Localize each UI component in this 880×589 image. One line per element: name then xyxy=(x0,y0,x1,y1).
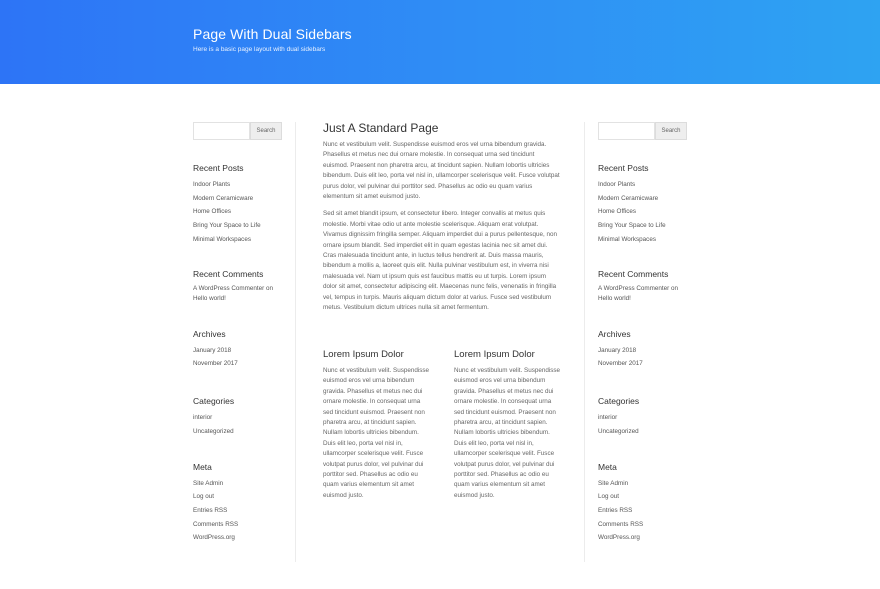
sidebar-divider xyxy=(584,122,585,562)
archives-widget xyxy=(193,329,289,371)
text-column xyxy=(454,349,562,501)
category-link[interactable]: interior xyxy=(598,414,618,422)
page-title: Page With Dual Sidebars xyxy=(193,26,352,42)
column-text: Nunc et vestibulum velit. Suspendisse euismod eros vel urna bibendum gravida. Phasellus et metus nec dui ornare molestie. In consequat urna sed tincidunt euismod. Praesent non pharetra arcu, at tincidunt sapien. Nullam lobortis ultricies bibendum. Duis elit leo, porta vel nisl in, ullamcorper scelerisque velit. Fusce volutpat purus dolor, vel pulvinar dui porttitor sed. Phasellus ac odio eu quam varius elementum sit amet euismod justo. xyxy=(454,367,561,499)
recent-comments-widget xyxy=(193,269,289,305)
recent-post-link[interactable]: Minimal Workspaces xyxy=(598,235,656,243)
archive-link[interactable]: January 2018 xyxy=(598,346,637,354)
recent-post-link[interactable]: Home Offices xyxy=(598,208,637,216)
categories-widget xyxy=(598,396,694,438)
meta-link[interactable]: Site Admin xyxy=(193,479,224,487)
right-sidebar xyxy=(598,122,694,545)
meta-link[interactable]: WordPress.org xyxy=(193,534,235,542)
archive-link[interactable]: November 2017 xyxy=(598,360,643,368)
meta-link[interactable]: WordPress.org xyxy=(598,534,640,542)
widget-title: Meta xyxy=(193,461,212,472)
page-header xyxy=(0,0,880,84)
search-button[interactable]: Search xyxy=(250,122,282,140)
text-column xyxy=(323,349,431,501)
meta-link[interactable]: Log out xyxy=(598,493,620,501)
recent-posts-widget xyxy=(598,163,694,247)
archive-link[interactable]: January 2018 xyxy=(193,346,232,354)
recent-post-link[interactable]: Indoor Plants xyxy=(193,181,231,188)
search-input[interactable] xyxy=(193,122,250,140)
widget-title: Archives xyxy=(598,328,631,339)
content-title: Just A Standard Page xyxy=(323,121,439,135)
meta-link[interactable]: Entries RSS xyxy=(598,506,633,514)
meta-widget xyxy=(193,462,289,546)
recent-comment-link[interactable]: A WordPress Commenter on Hello world! xyxy=(598,284,679,303)
widget-title: Recent Comments xyxy=(598,268,669,279)
recent-post-link[interactable]: Minimal Workspaces xyxy=(193,235,251,243)
archives-widget xyxy=(598,329,694,371)
column-title: Lorem Ipsum Dolor xyxy=(323,349,404,360)
category-link[interactable]: Uncategorized xyxy=(193,427,234,435)
left-sidebar xyxy=(193,122,289,545)
archive-link[interactable]: November 2017 xyxy=(193,360,238,368)
sidebar-divider xyxy=(295,122,296,562)
categories-widget xyxy=(193,396,289,438)
content-paragraph: Nunc et vestibulum velit. Suspendisse euismod eros vel urna bibendum gravida. Phasellus et metus nec dui ornare molestie. In consequat urna sed tincidunt euismod. Praesent non pharetra arcu, at tincidunt sapien. Nullam lobortis ultricies bibendum. Duis elit leo, porta vel nisl in, ullamcorper scelerisque velit. Fusce volutpat purus dolor, vel pulvinar dui porttitor sed. Phasellus ac odio eu quam varius elementum sit amet euismod justo. xyxy=(323,141,560,201)
main-content xyxy=(323,121,561,321)
search-button[interactable]: Search xyxy=(655,122,687,140)
widget-title: Categories xyxy=(193,396,235,407)
recent-post-link[interactable]: Bring Your Space to Life xyxy=(193,222,261,230)
category-link[interactable]: interior xyxy=(193,414,213,422)
meta-widget xyxy=(598,462,694,546)
recent-post-link[interactable]: Indoor Plants xyxy=(598,181,636,188)
column-text: Nunc et vestibulum velit. Suspendisse euismod eros vel urna bibendum gravida. Phasellus et metus nec dui ornare molestie. In consequat urna sed tincidunt euismod. Praesent non pharetra arcu, at tincidunt sapien. Nullam lobortis ultricies bibendum. Duis elit leo, porta vel nisl in, ullamcorper scelerisque velit. Fusce volutpat purus dolor, vel pulvinar dui porttitor sed. Phasellus ac odio eu quam varius elementum sit amet euismod justo. xyxy=(323,367,430,499)
search-input[interactable] xyxy=(598,122,655,140)
widget-title: Recent Posts xyxy=(598,163,649,173)
recent-posts-widget xyxy=(193,163,289,247)
meta-link[interactable]: Comments RSS xyxy=(598,520,644,528)
widget-title: Archives xyxy=(193,328,226,339)
widget-title: Recent Comments xyxy=(193,268,264,279)
widget-title: Categories xyxy=(598,396,640,407)
meta-link[interactable]: Log out xyxy=(193,493,215,501)
search-form xyxy=(193,122,289,140)
meta-link[interactable]: Comments RSS xyxy=(193,520,239,528)
recent-post-link[interactable]: Home Offices xyxy=(193,208,232,216)
column-title: Lorem Ipsum Dolor xyxy=(454,349,535,360)
recent-post-link[interactable]: Bring Your Space to Life xyxy=(598,222,666,230)
recent-post-link[interactable]: Modern Ceramicware xyxy=(598,194,659,202)
meta-link[interactable]: Entries RSS xyxy=(193,506,228,514)
content-paragraph: Sed sit amet blandit ipsum, et consectetur libero. Integer convallis at metus quis molestie. Morbi vitae odio ut ante molestie scelerisque. Aliquam erat volutpat. Vivamus dignissim fringilla semper. Aliquam imperdiet dui a purus pellentesque, non ornare ipsum blandit. Sed imperdiet elit in quam egestas lacinia nec sit amet dui. Cras malesuada tincidunt ante, in luctus tellus hendrerit at. Duis massa mauris, bibendum a mollis a, laoreet quis elit. Nulla pulvinar vestibulum est, in viverra nisi malesuada vel. Nam ut ipsum quis est faucibus mattis eu ut turpis. Lorem ipsum dolor sit amet, consectetur adipiscing elit. Maecenas nunc felis, venenatis in fringilla vel, tempus in turpis. Mauris aliquam dictum dolor at varius. Fusce sed vestibulum metus. Vestibulum dictum ultrices nulla sit amet fermentum. xyxy=(323,210,558,312)
widget-title: Meta xyxy=(598,461,617,472)
meta-link[interactable]: Site Admin xyxy=(598,479,629,487)
search-form xyxy=(598,122,694,140)
recent-comments-widget xyxy=(598,269,694,305)
page-subtitle: Here is a basic page layout with dual sidebars xyxy=(193,46,326,53)
recent-comment-link[interactable]: A WordPress Commenter on Hello world! xyxy=(193,284,274,303)
recent-post-link[interactable]: Modern Ceramicware xyxy=(193,194,254,202)
category-link[interactable]: Uncategorized xyxy=(598,427,639,435)
widget-title: Recent Posts xyxy=(193,163,244,173)
